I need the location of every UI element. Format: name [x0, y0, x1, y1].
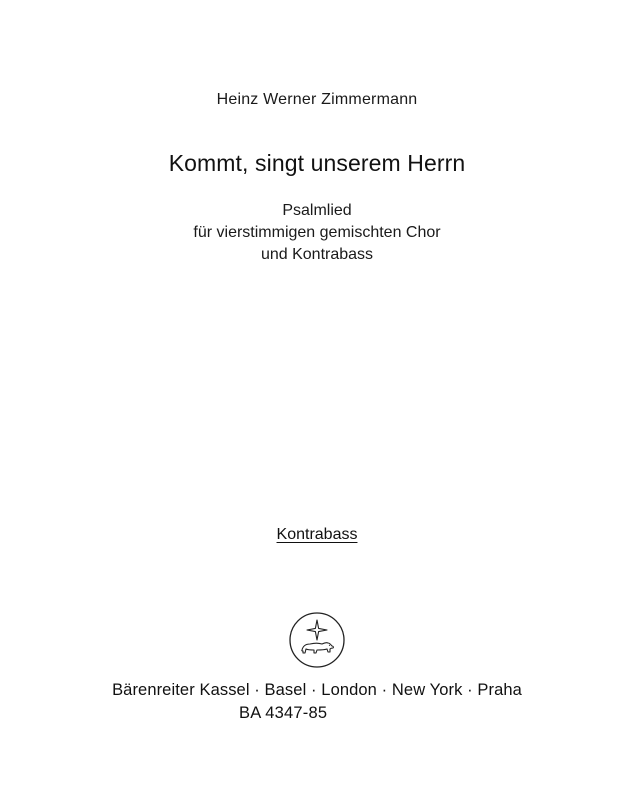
work-title: Kommt, singt unserem Herrn: [168, 150, 466, 176]
subtitle-line-scoring: für vierstimmigen gemischten Chor: [193, 224, 441, 241]
subtitle-line-genre: Psalmlied: [282, 202, 352, 219]
baerenreiter-logo-icon: [287, 610, 347, 670]
work-subtitle: [0, 200, 634, 266]
catalog-number: BA 4347-85: [239, 704, 328, 722]
part-name: Kontrabass: [276, 526, 358, 543]
publisher-line: Bärenreiter Kassel · Basel · London · New York · Praha: [112, 681, 522, 699]
composer-name: Heinz Werner Zimmermann: [216, 91, 418, 108]
subtitle-line-instrument: und Kontrabass: [260, 246, 374, 263]
